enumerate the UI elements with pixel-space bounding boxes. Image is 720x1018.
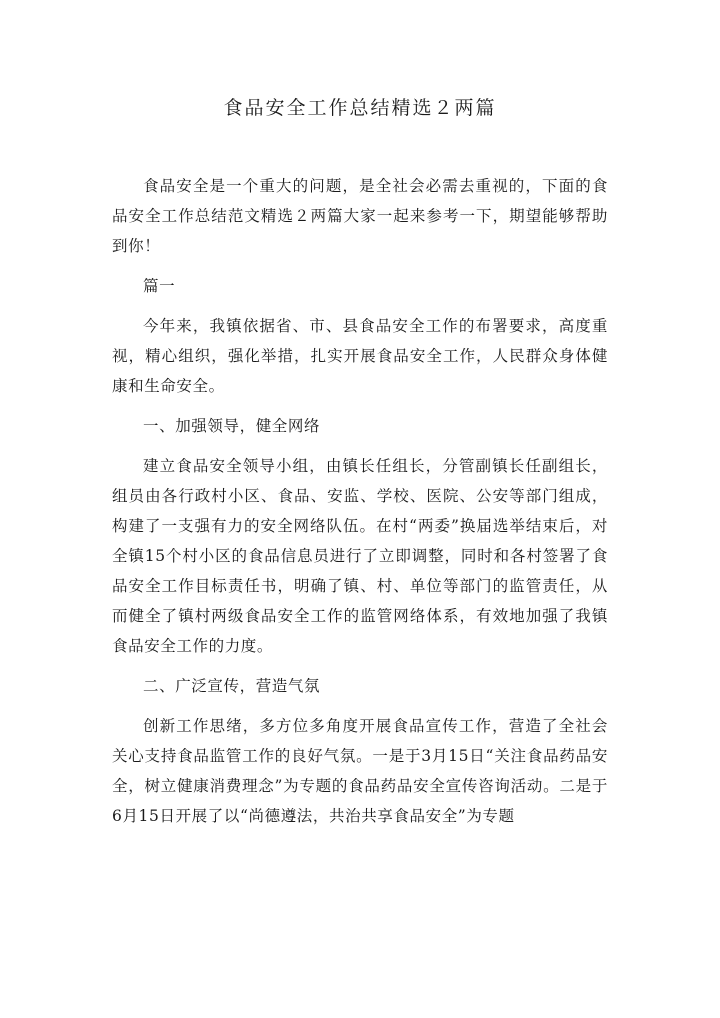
section-heading: 一、加强领导，健全网络 bbox=[143, 417, 321, 435]
section-heading: 二、广泛宣传，营造气氛 bbox=[143, 677, 321, 695]
body-paragraph: 今年来，我镇依据省、市、县食品安全工作的布署要求，高度重视，精心组织，强化举措，扎实开展食品安全工作，人民群众身体健康和生命安全。 bbox=[112, 317, 608, 395]
document-title: 食品安全工作总结精选２两篇 bbox=[223, 97, 497, 119]
document-body bbox=[112, 171, 608, 831]
body-paragraph: 创新工作思绪，多方位多角度开展食品宣传工作，营造了全社会关心支持食品监管工作的良好气氛。一是于3月15日“关注食品药品安全，树立健康消费理念”为专题的食品药品安全宣传咨询活动。二是于6月15日开展了以“尚德遵法，共治共享食品安全”为专题 bbox=[112, 717, 608, 825]
document-page bbox=[112, 88, 608, 831]
section-label-part-one: 篇一 bbox=[143, 277, 176, 295]
body-paragraph: 建立食品安全领导小组，由镇长任组长，分管副镇长任副组长，组员由各行政村小区、食品、安监、学校、医院、公安等部门组成，构建了一支强有力的安全网络队伍。在村“两委”换届选举结束后，对全镇15个村小区的食品信息员进行了立即调整，同时和各村签署了食品安全工作目标责任书，明确了镇、村、单位等部门的监管责任，从而健全了镇村两级食品安全工作的监管网络体系，有效地加强了我镇食品安全工作的力度。 bbox=[112, 457, 608, 655]
intro-paragraph: 食品安全是一个重大的问题，是全社会必需去重视的，下面的食品安全工作总结范文精选２两篇大家一起来参考一下，期望能够帮助到你！ bbox=[112, 177, 608, 255]
